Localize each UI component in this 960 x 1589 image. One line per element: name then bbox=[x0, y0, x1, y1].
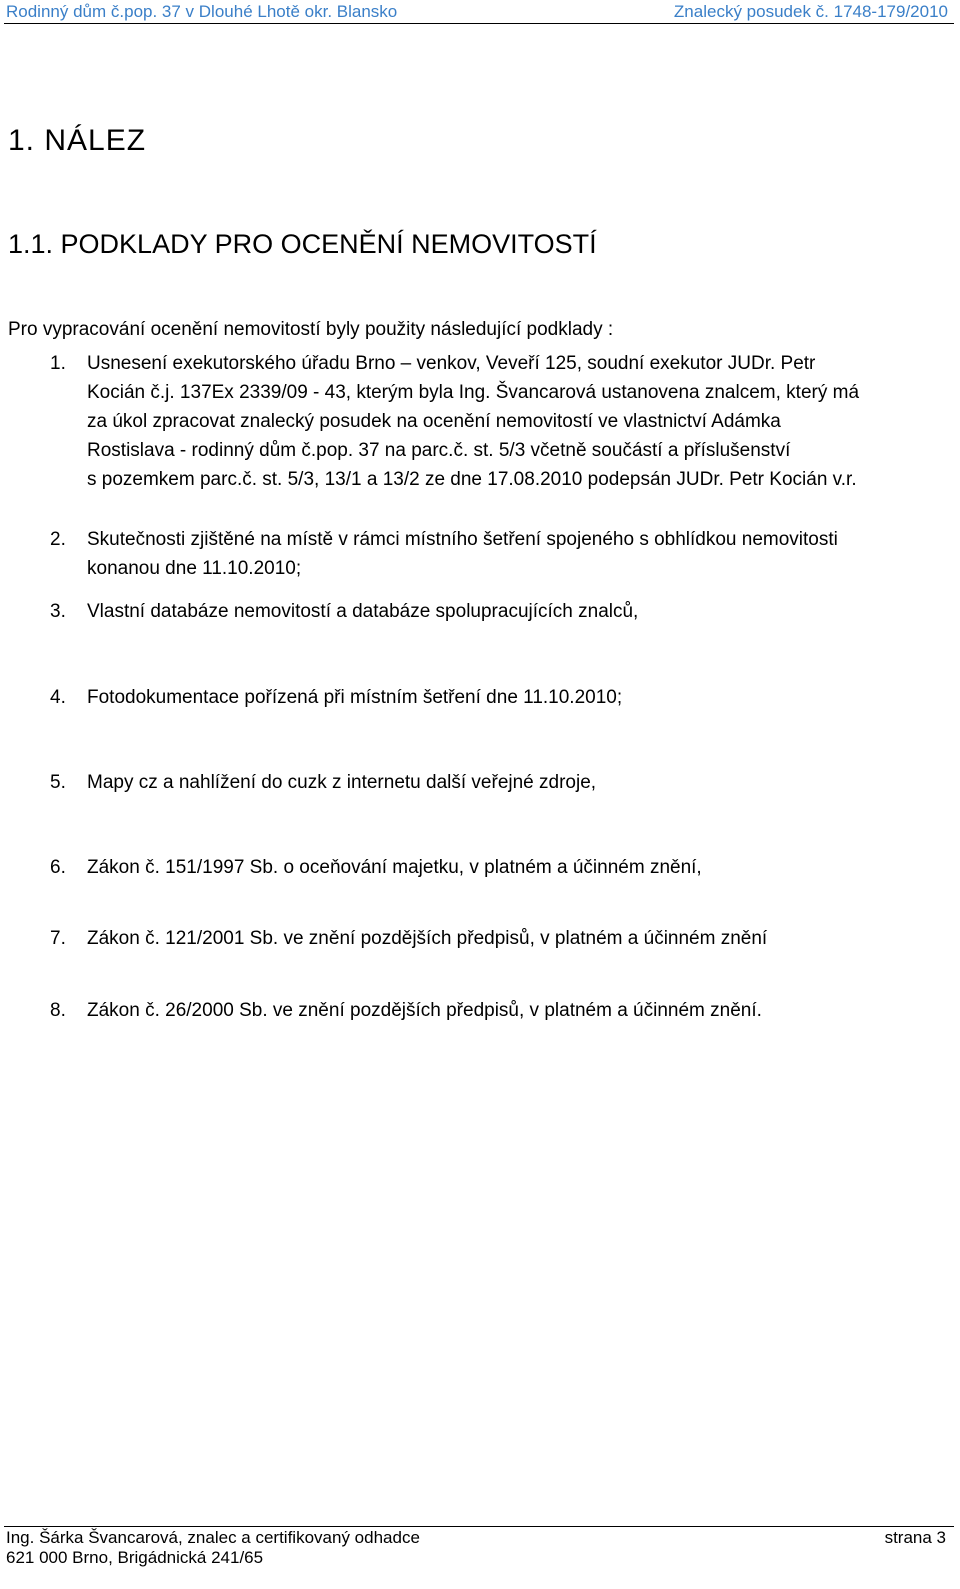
footer-page-number: strana 3 bbox=[884, 1528, 946, 1547]
list-item-line: Zákon č. 121/2001 Sb. ve znění pozdějších předpisů, v platném a účinném znění bbox=[87, 928, 768, 949]
list-item-line: Zákon č. 151/1997 Sb. o oceňování majetku, v platném a účinném znění, bbox=[87, 857, 702, 878]
header-report-number: Znalecký posudek č. 1748-179/2010 bbox=[673, 2, 948, 21]
list-item-number: 8. bbox=[50, 1000, 66, 1021]
list-item-line: Skutečnosti zjištěné na místě v rámci místního šetření spojeného s obhlídkou nemovitosti bbox=[87, 529, 838, 550]
list-item-number: 4. bbox=[50, 687, 66, 708]
list-item-number: 2. bbox=[50, 529, 66, 550]
header-divider bbox=[4, 23, 954, 24]
list-item-line: Usnesení exekutorského úřadu Brno – venkov, Veveří 125, soudní exekutor JUDr. Petr bbox=[87, 353, 816, 374]
footer-author: Ing. Šárka Švancarová, znalec a certifikovaný odhadce bbox=[6, 1528, 420, 1547]
list-item-text bbox=[87, 525, 947, 583]
list-item-line: Zákon č. 26/2000 Sb. ve znění pozdějších předpisů, v platném a účinném znění. bbox=[87, 1000, 762, 1021]
section-title: 1. NÁLEZ bbox=[8, 124, 147, 157]
list-item-line: s pozemkem parc.č. st. 5/3, 13/1 a 13/2 ze dne 17.08.2010 podepsán JUDr. Petr Kocián v.r. bbox=[87, 469, 857, 490]
list-item-line: Fotodokumentace pořízená při místním šetření dne 11.10.2010; bbox=[87, 687, 623, 708]
intro-paragraph: Pro vypracování ocenění nemovitostí byly použity následující podklady : bbox=[8, 319, 614, 340]
list-item-line: Rostislava - rodinný dům č.pop. 37 na parc.č. st. 5/3 včetně součástí a příslušenství bbox=[87, 440, 791, 461]
list-item-text bbox=[87, 349, 947, 494]
list-item-text bbox=[87, 853, 947, 882]
list-item-number: 3. bbox=[50, 601, 66, 622]
list-item-text bbox=[87, 597, 947, 626]
footer-divider bbox=[4, 1526, 954, 1527]
list-item-line: Mapy cz a nahlížení do cuzk z internetu další veřejné zdroje, bbox=[87, 772, 597, 793]
list-item-text bbox=[87, 924, 947, 953]
list-item-line: Kocián č.j. 137Ex 2339/09 - 43, kterým byla Ing. Švancarová ustanovena znalcem, který má bbox=[87, 382, 860, 403]
list-item-number: 5. bbox=[50, 772, 66, 793]
footer-address: 621 000 Brno, Brigádnická 241/65 bbox=[6, 1548, 264, 1567]
header-document-title: Rodinný dům č.pop. 37 v Dlouhé Lhotě okr. Blansko bbox=[6, 2, 398, 21]
list-item-line: konanou dne 11.10.2010; bbox=[87, 558, 302, 579]
list-item-number: 6. bbox=[50, 857, 66, 878]
page-header bbox=[0, 0, 960, 28]
list-item-number: 1. bbox=[50, 353, 66, 374]
list-item-line: za úkol zpracovat znalecký posudek na ocenění nemovitostí ve vlastnictví Adámka bbox=[87, 411, 781, 432]
list-item-text bbox=[87, 996, 947, 1025]
subsection-title: 1.1. PODKLADY PRO OCENĚNÍ NEMOVITOSTÍ bbox=[8, 229, 597, 259]
list-item-text bbox=[87, 683, 947, 712]
list-item-number: 7. bbox=[50, 928, 66, 949]
list-item-line: Vlastní databáze nemovitostí a databáze spolupracujících znalců, bbox=[87, 601, 639, 622]
list-item-text bbox=[87, 768, 947, 797]
